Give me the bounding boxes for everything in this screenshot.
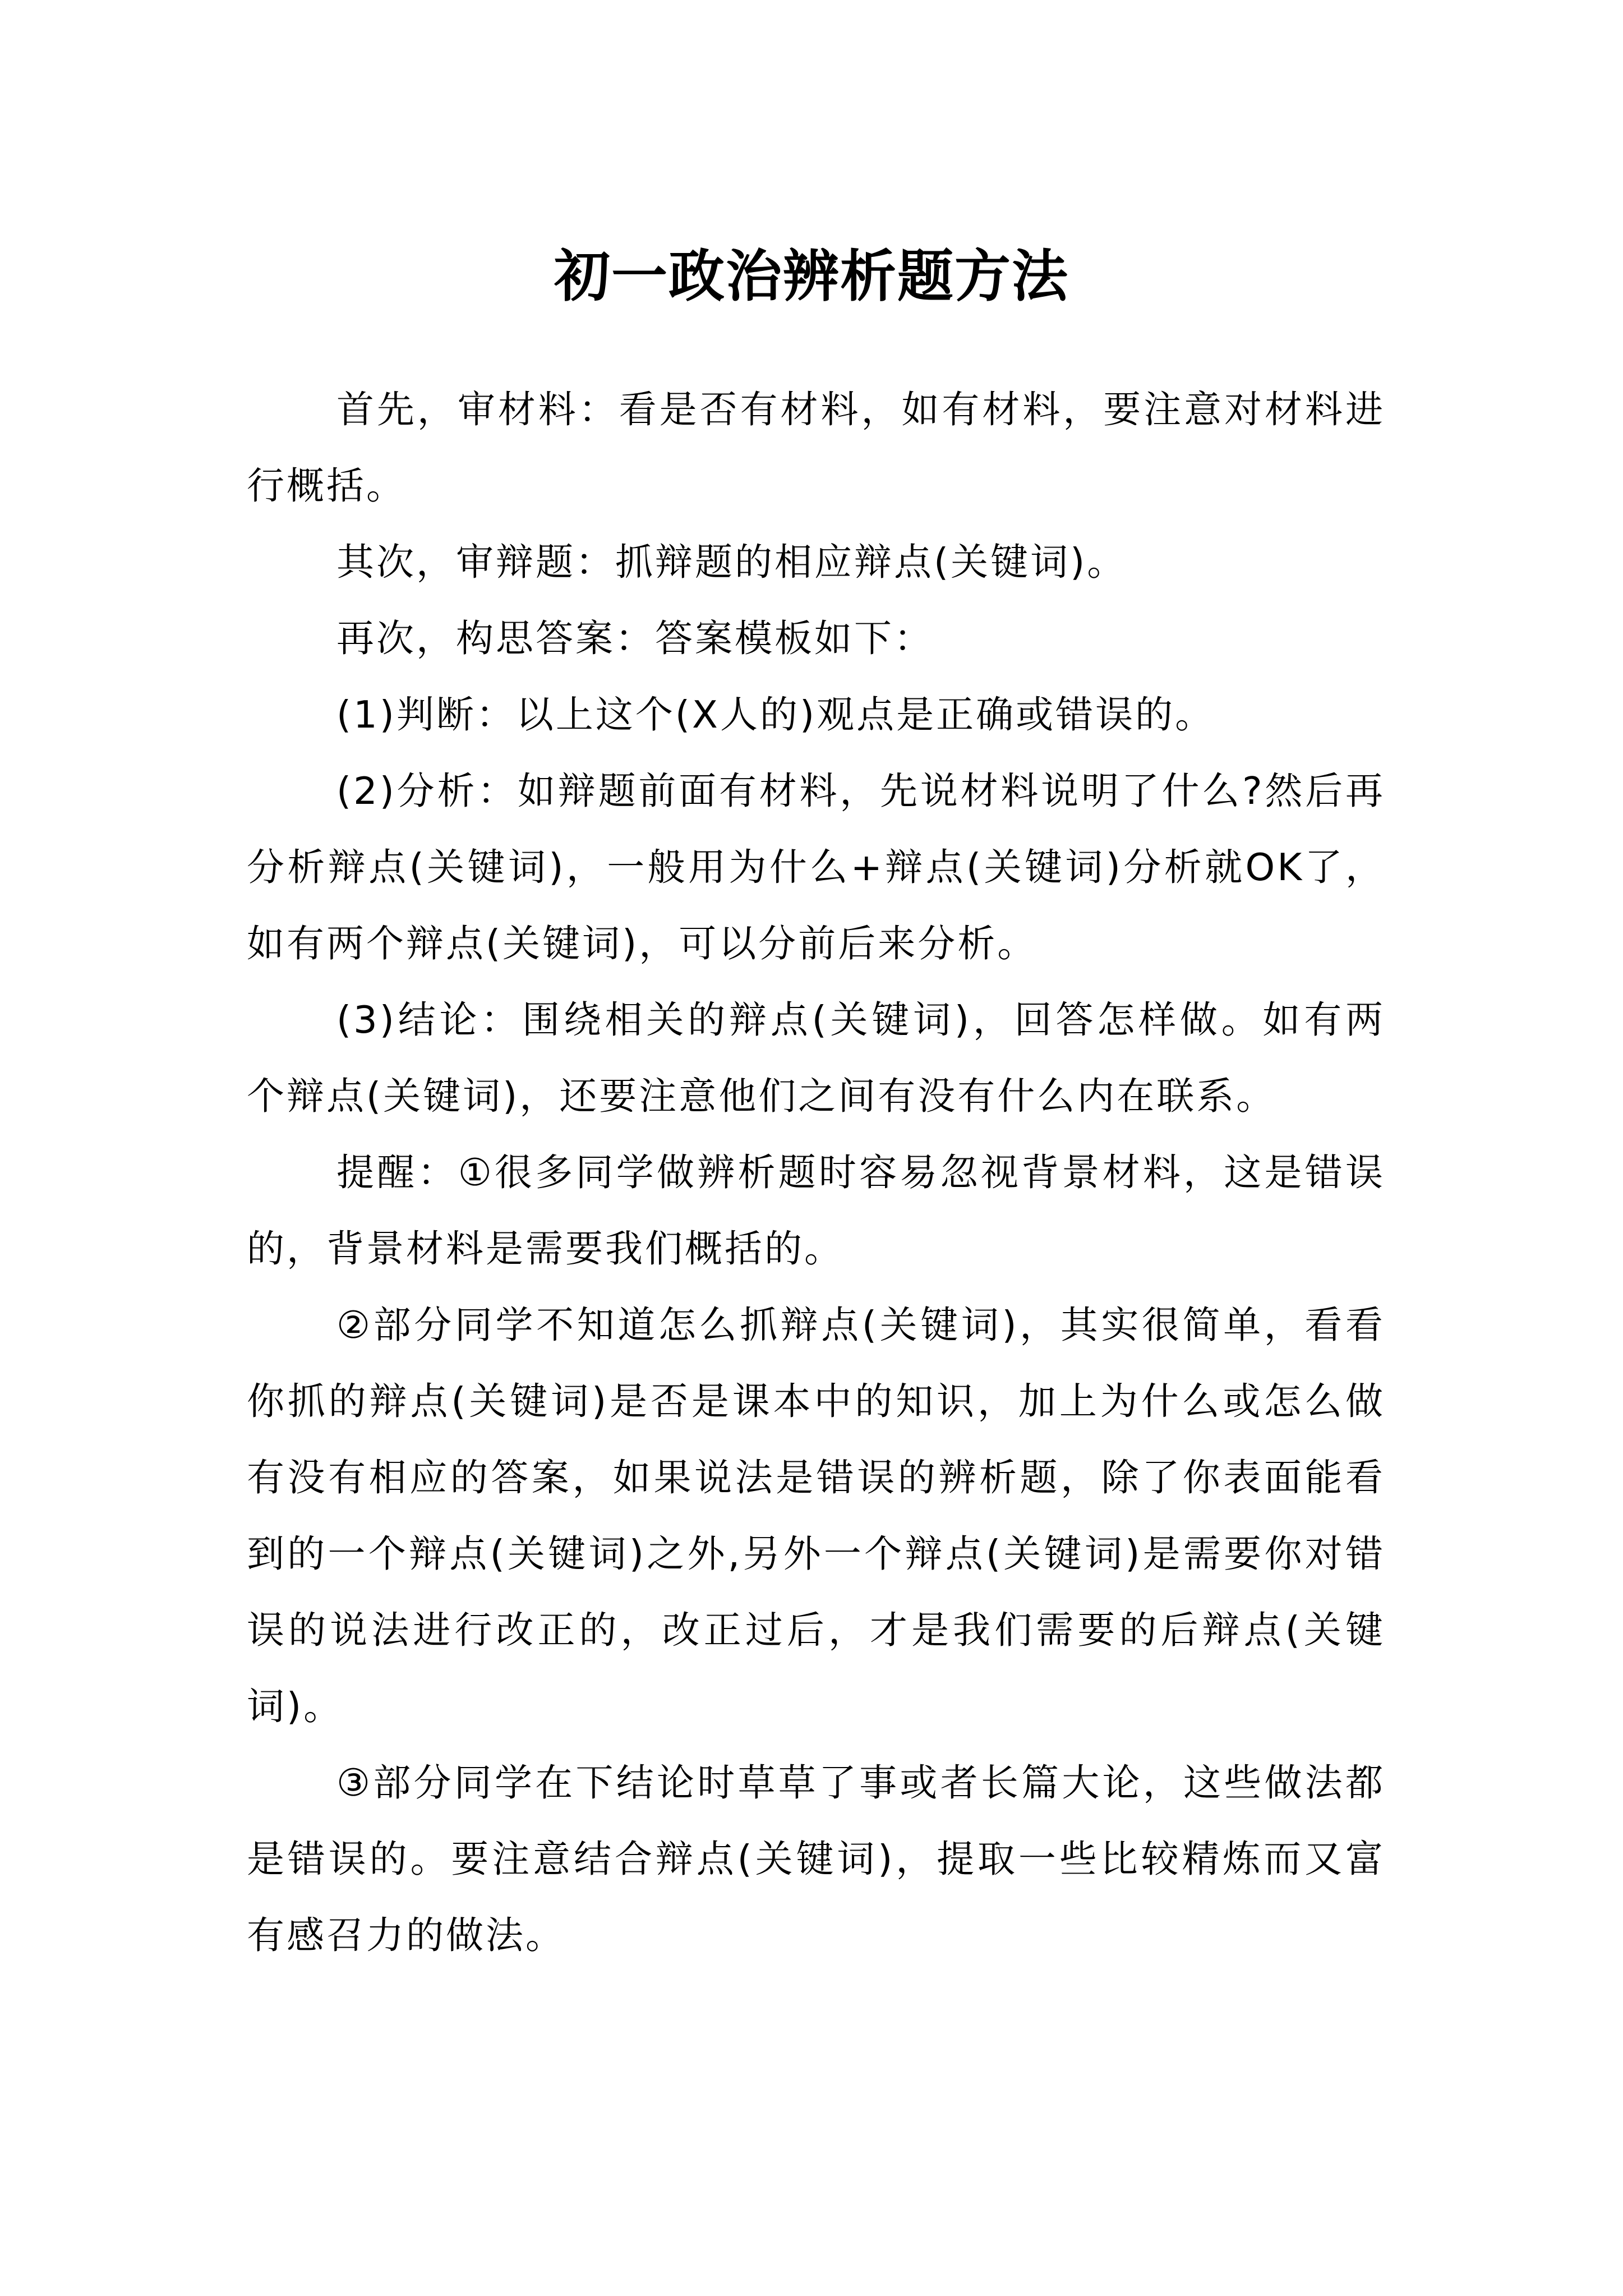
paragraph-step-answer: 再次，构思答案：答案模板如下： [336, 616, 934, 660]
paragraph-analysis: (2)分析：如辩题前面有材料，先说材料说明了什么?然后再分析辩点(关键词)，一般用为什么+辩点(关键词)分析就OK了，如有两个辩点(关键词)，可以分前后来分析。 [247, 769, 1385, 965]
paragraph-step-topic: 其次，审辩题：抓辩题的相应辩点(关键词)。 [336, 540, 1127, 584]
paragraph-reminder-2: ②部分同学不知道怎么抓辩点(关键词)，其实很简单，看看你抓的辩点(关键词)是否是课本中的知识，加上为什么或怎么做有没有相应的答案，如果说法是错误的辨析题，除了你表面能看到的一个辩点(关键词)之外,另外一个辩点(关键词)是需要你对错误的说法进行改正的，改正过后，才是我们需要的后辩点(关键词)。 [247, 1303, 1385, 1728]
document-body [247, 371, 1385, 1973]
document-title: 初一政治辨析题方法 [554, 243, 1069, 309]
paragraph-conclusion: (3)结论：围绕相关的辩点(关键词)，回答怎样做。如有两个辩点(关键词)，还要注意他们之间有没有什么内在联系。 [247, 998, 1385, 1118]
paragraph-step-material: 首先，审材料：看是否有材料，如有材料，要注意对材料进行概括。 [247, 388, 1385, 508]
paragraph-reminder-3: ③部分同学在下结论时草草了事或者长篇大论，这些做法都是错误的。要注意结合辩点(关键词)，提取一些比较精炼而又富有感召力的做法。 [247, 1761, 1385, 1957]
paragraph-reminder-1: 提醒：①很多同学做辨析题时容易忽视背景材料，这是错误的，背景材料是需要我们概括的。 [247, 1151, 1385, 1271]
paragraph-judgment: (1)判断：以上这个(X人的)观点是正确或错误的。 [336, 693, 1215, 737]
